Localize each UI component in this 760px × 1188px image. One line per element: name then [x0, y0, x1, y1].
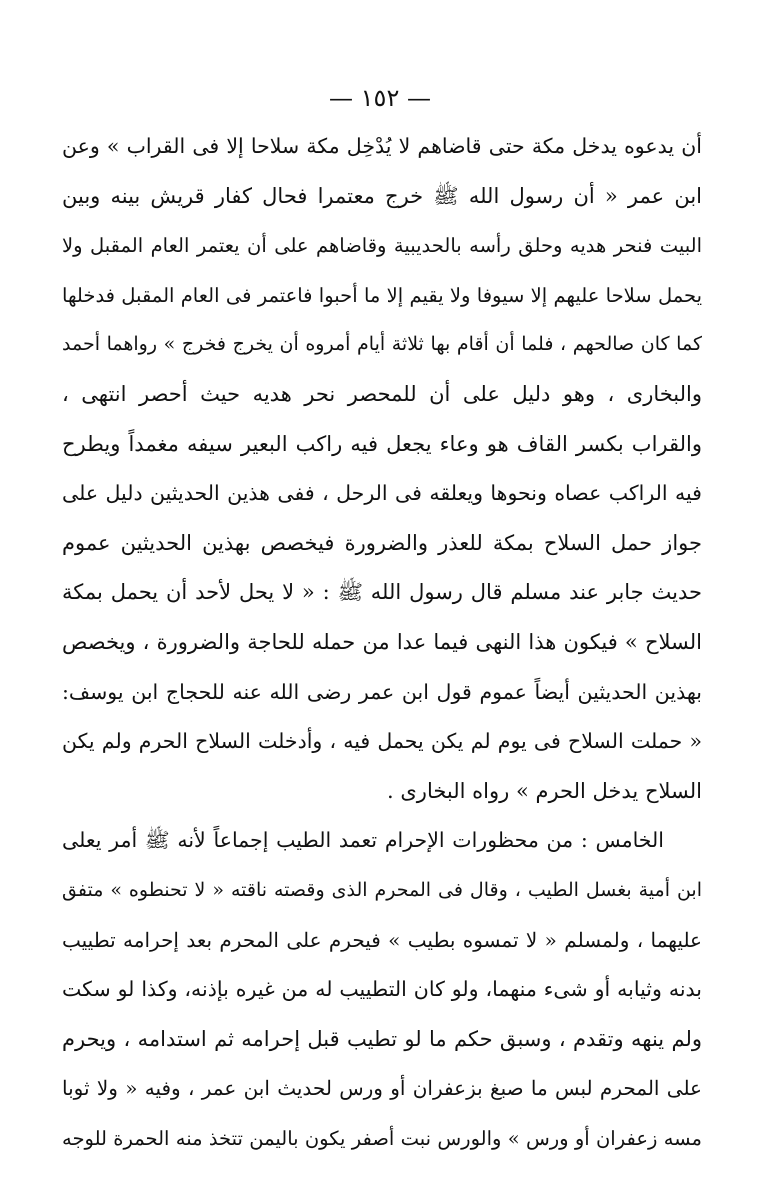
text-line: ابن عمر « أن رسول الله ﷺ خرج معتمرا فحال كفار قريش بينه وبين: [62, 183, 702, 208]
text-line: يحمل سلاحا عليهم إلا سيوفا ولا يقيم إلا ما أحبوا فاعتمر فى العام المقبل فدخلها: [62, 283, 702, 307]
text-line: على المحرم لبس ما صبغ بزعفران أو ورس لحديث ابن عمر ، وفيه « ولا ثوبا: [62, 1076, 702, 1101]
text-line: والبخارى ، وهو دليل على أن للمحصر نحر هديه حيث أحصر انتهى ،: [62, 381, 702, 406]
text-line: السلاح يدخل الحرم » رواه البخارى .: [387, 778, 702, 803]
text-line: فيه الراكب عصاه ونحوها ويعلقه فى الرحل ، ففى هذين الحديثين دليل على: [62, 481, 702, 506]
text-line: مسه زعفران أو ورس » والورس نبت أصفر يكون باليمن تتخذ منه الحمرة للوجه: [62, 1126, 702, 1150]
text-line: جواز حمل السلاح بمكة للعذر والضرورة فيخصص بهذين الحديثين عموم: [62, 530, 702, 555]
paragraph-1: [62, 122, 702, 816]
text-line: ولم ينهه وتقدم ، وسبق حكم ما لو تطيب قبل إحرامه ثم استدامه ، ويحرم: [62, 1026, 702, 1051]
text-line: أن يدعوه يدخل مكة حتى قاضاهم لا يُدْخِل مكة سلاحا إلا فى القراب » وعن: [62, 134, 702, 158]
text-line: والقراب بكسر القاف هو وعاء يجعل فيه راكب البعير سيفه مغمداً ويطرح: [62, 431, 702, 456]
text-line: عليهما ، ولمسلم « لا تمسوه بطيب » فيحرم على المحرم بعد إحرامه تطييب: [62, 927, 702, 952]
text-line: كما كان صالحهم ، فلما أن أقام بها ثلاثة أيام أمروه أن يخرج فخرج » رواهما أحمد: [62, 333, 702, 356]
page-body: [62, 122, 702, 1163]
text-line: حديث جابر عند مسلم قال رسول الله ﷺ : « لا يحل لأحد أن يحمل بمكة: [62, 580, 702, 605]
text-line: « حملت السلاح فى يوم لم يكن يحمل فيه ، وأدخلت السلاح الحرم ولم يكن: [62, 729, 702, 754]
text-line: الخامس : من محظورات الإحرام تعمد الطيب إجماعاً لأنه ﷺ أمر يعلى: [62, 828, 664, 853]
text-line: ابن أمية بغسل الطيب ، وقال فى المحرم الذى وقصته ناقته « لا تحنطوه » متفق: [62, 878, 702, 901]
text-line: بهذين الحديثين أيضاً عموم قول ابن عمر رضى الله عنه للحجاج ابن يوسف:: [62, 679, 702, 704]
paragraph-2: [62, 816, 702, 1163]
text-line: البيت فنحر هديه وحلق رأسه بالحديبية وقاضاهم على أن يعتمر العام المقبل ولا: [62, 234, 702, 258]
page-number: — ١٥٢ —: [329, 84, 431, 112]
text-line: السلاح » فيكون هذا النهى فيما عدا من حمله للحاجة والضرورة ، ويخصص: [62, 629, 702, 654]
text-line: بدنه وثيابه أو شىء منهما، ولو كان التطييب له من غيره بإذنه، وكذا لو سكت: [62, 977, 702, 1002]
